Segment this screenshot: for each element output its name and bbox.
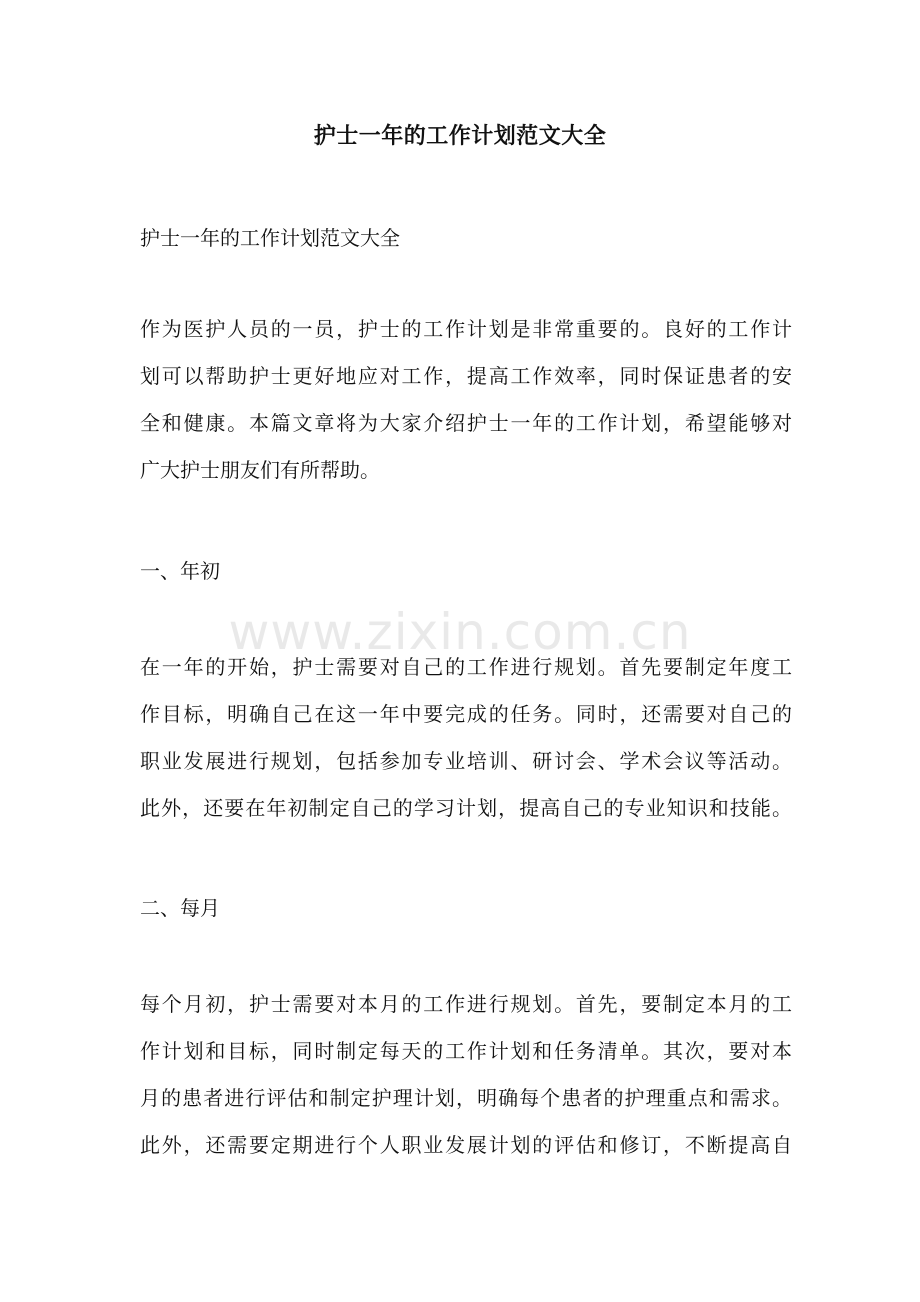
paragraph-line: 广大护士朋友们有所帮助。	[140, 458, 380, 482]
watermark-text: www.zixin.com.cn	[228, 603, 692, 661]
section-paragraph-monthly	[140, 981, 792, 1169]
paragraph-line: 职业发展进行规划，包括参加专业培训、研讨会、学术会议等活动。	[140, 749, 792, 773]
section-heading-monthly: 二、每月	[140, 896, 220, 920]
paragraph-line: 作为医护人员的一员，护士的工作计划是非常重要的。良好的工作计	[140, 317, 792, 341]
document-title: 护士一年的工作计划范文大全	[313, 123, 607, 149]
paragraph-line: 月的患者进行评估和制定护理计划，明确每个患者的护理重点和需求。	[140, 1086, 792, 1110]
paragraph-line: 作计划和目标，同时制定每天的工作计划和任务清单。其次，要对本	[140, 1039, 792, 1063]
intro-paragraph	[140, 306, 792, 494]
paragraph-line: 全和健康。本篇文章将为大家介绍护士一年的工作计划，希望能够对	[140, 411, 792, 435]
paragraph-line: 作目标，明确自己在这一年中要完成的任务。同时，还需要对自己的	[140, 702, 792, 726]
paragraph-line: 此外，还要在年初制定自己的学习计划，提高自己的专业知识和技能。	[140, 796, 792, 820]
document-subtitle: 护士一年的工作计划范文大全	[140, 226, 400, 250]
section-paragraph-year-start	[140, 644, 792, 832]
paragraph-line: 此外，还需要定期进行个人职业发展计划的评估和修订，不断提高自	[140, 1133, 792, 1157]
section-heading-year-start: 一、年初	[140, 559, 220, 583]
paragraph-line: 在一年的开始，护士需要对自己的工作进行规划。首先要制定年度工	[140, 655, 792, 679]
paragraph-line: 每个月初，护士需要对本月的工作进行规划。首先，要制定本月的工	[140, 992, 792, 1016]
paragraph-line: 划可以帮助护士更好地应对工作，提高工作效率，同时保证患者的安	[140, 364, 792, 388]
